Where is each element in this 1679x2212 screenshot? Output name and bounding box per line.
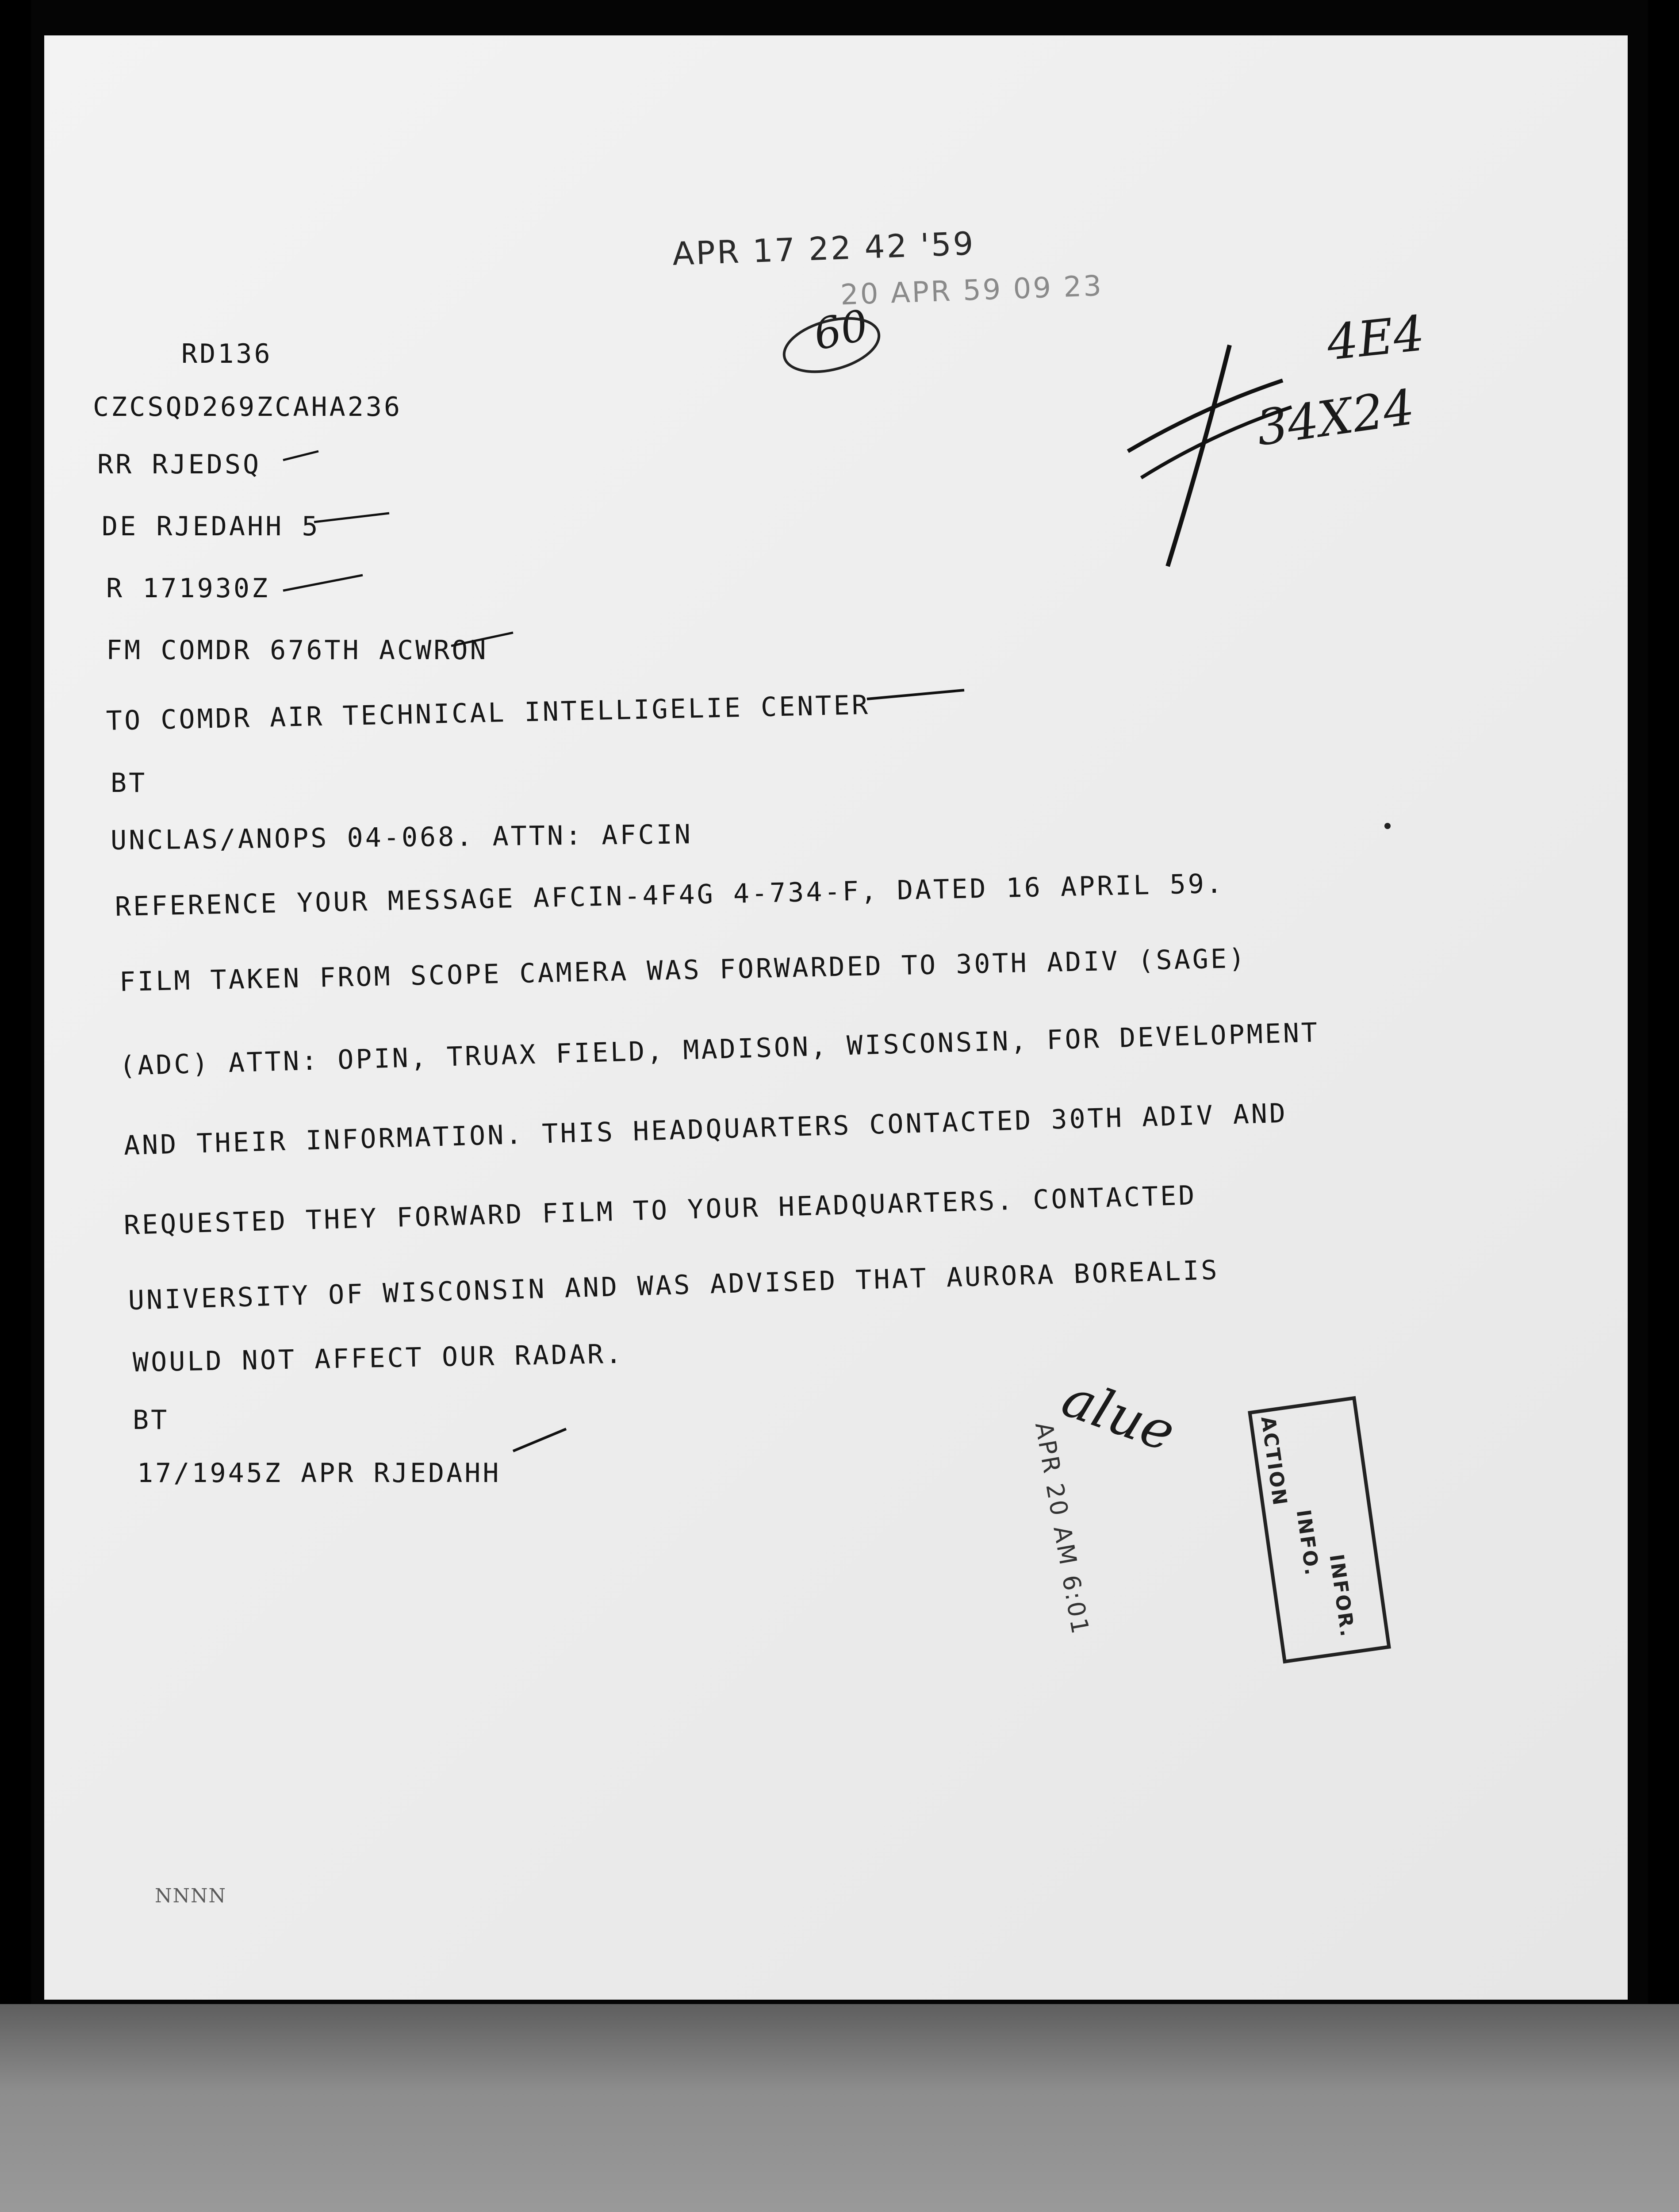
message-line-9: UNCLAS/ANOPS 04-068. ATTN: AFCIN — [110, 819, 693, 856]
message-line-2: CZCSQD269ZCAHA236 — [93, 392, 402, 422]
margin-note-top: 4E4 — [1324, 304, 1427, 372]
margin-note-bottom: 34X24 — [1253, 378, 1418, 457]
message-line-18: 17/1945Z APR RJEDAHH — [137, 1458, 501, 1489]
stray-dot — [1384, 823, 1391, 829]
second-date-stamp: 20 APR 59 09 23 — [840, 269, 1104, 312]
message-line-12: (ADC) ATTN: OPIN, TRUAX FIELD, MADISON, WISCONSIN, FOR DEVELOPMENT — [119, 1017, 1320, 1082]
message-line-5: R 171930Z — [106, 573, 270, 604]
end-of-message-marker: NNNN — [155, 1885, 226, 1907]
circled-handwritten-mark: 60 — [809, 300, 873, 360]
message-line-17: BT — [133, 1405, 169, 1436]
teletype-page — [44, 35, 1628, 2000]
message-line-13: AND THEIR INFORMATION. THIS HEADQUARTERS CONTACTED 30TH ADIV AND — [123, 1098, 1288, 1161]
message-line-15: UNIVERSITY OF WISCONSIN AND WAS ADVISED THAT AURORA BOREALIS — [128, 1255, 1220, 1316]
message-line-4: DE RJEDAHH 5 — [102, 511, 320, 542]
lower-film-strip — [0, 2004, 1679, 2212]
routing-action-label: ACTION — [1256, 1415, 1292, 1508]
message-line-10: REFERENCE YOUR MESSAGE AFCIN-4F4G 4-734-F, DATED 16 APRIL 59. — [115, 868, 1225, 922]
message-line-1: RD136 — [181, 338, 272, 369]
message-line-7: TO COMDR AIR TECHNICAL INTELLIGELIE CENTER — [106, 689, 870, 737]
film-edge-right — [1648, 0, 1679, 2212]
message-line-8: BT — [111, 768, 147, 799]
message-line-6: FM COMDR 676TH ACWRON — [106, 635, 488, 666]
message-line-14: REQUESTED THEY FORWARD FILM TO YOUR HEADQUARTERS. CONTACTED — [123, 1180, 1197, 1241]
film-edge-left — [0, 0, 31, 2212]
message-line-11: FILM TAKEN FROM SCOPE CAMERA WAS FORWARDED TO 30TH ADIV (SAGE) — [119, 943, 1247, 998]
received-time-stamp: APR 17 22 42 '59 — [671, 225, 976, 273]
message-line-3: RR RJEDSQ — [97, 449, 261, 480]
routing-info-label: INFO. — [1292, 1508, 1324, 1578]
handwritten-initials: alue — [1054, 1367, 1183, 1464]
message-line-16: WOULD NOT AFFECT OUR RADAR. — [132, 1338, 624, 1378]
routing-tick-marks — [44, 35, 1628, 1540]
routing-infor-label: INFOR. — [1325, 1552, 1359, 1640]
routing-date-stamp: APR 20 AM 6:01 — [1029, 1420, 1095, 1638]
